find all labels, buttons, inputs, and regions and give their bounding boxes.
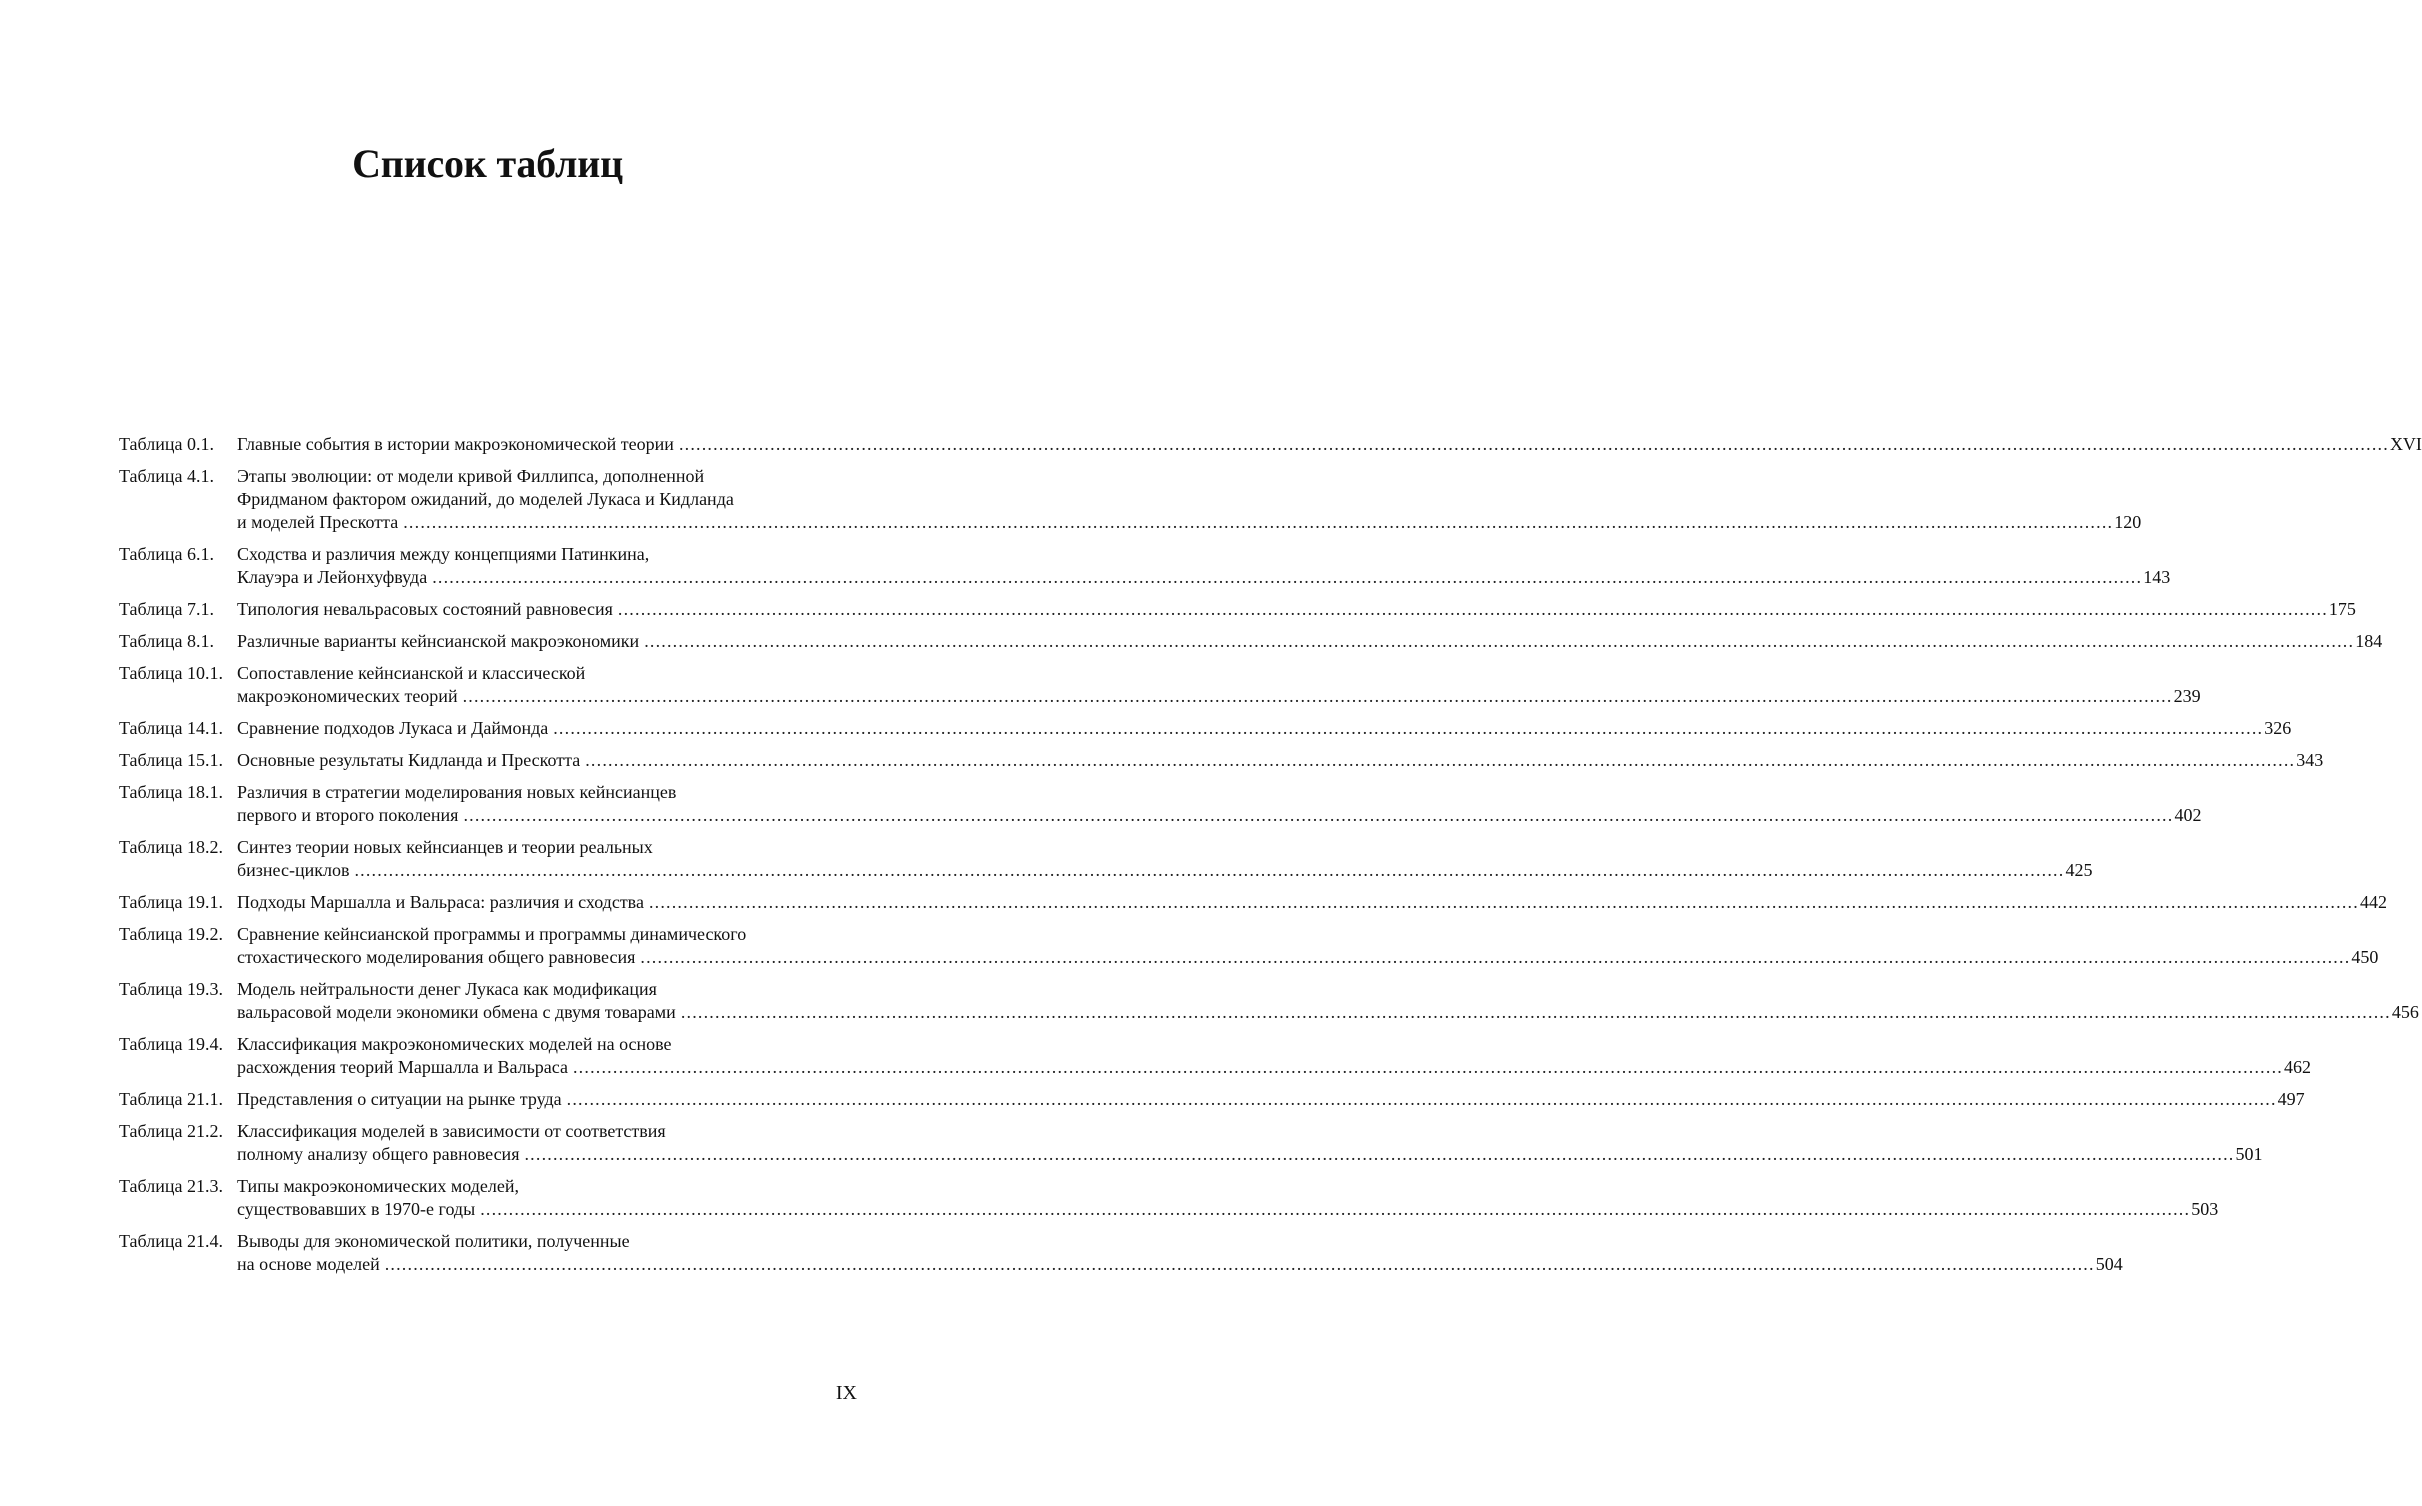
table-number: Таблица 21.3. (119, 1176, 223, 1196)
dot-leader: ............................................................................................................................................................................................................................................................................................................ (463, 805, 2174, 825)
entry-body (237, 978, 2419, 1024)
entry-body (237, 781, 2202, 827)
page-reference[interactable]: 175 (2328, 599, 2356, 619)
entry-last-line (237, 717, 2292, 740)
entry-body (237, 891, 2387, 914)
table-number: Таблица 21.4. (119, 1231, 223, 1251)
page-reference[interactable]: 504 (2095, 1254, 2123, 1274)
entry-title-line: первого и второго поколения (237, 805, 459, 825)
entry-last-line (237, 630, 2383, 653)
entry-body (237, 749, 2324, 772)
entry-body (237, 717, 2292, 740)
page-reference[interactable]: 425 (2065, 860, 2093, 880)
page-reference[interactable]: 184 (2355, 631, 2383, 651)
table-number: Таблица 21.1. (119, 1089, 223, 1109)
toc-entry[interactable] (119, 891, 2387, 914)
entry-last-line (237, 804, 2202, 827)
toc-entry[interactable] (119, 433, 2422, 456)
entry-body (237, 836, 2093, 882)
entry-title-line: вальрасовой модели экономики обмена с двумя товарами (237, 1002, 676, 1022)
table-number: Таблица 19.1. (119, 892, 223, 912)
entry-title-line: Сравнение кейнсианской программы и программы динамического (237, 924, 747, 944)
entry-last-line (237, 1088, 2305, 1111)
entry-last-line (237, 1056, 2311, 1079)
entry-title-line: существовавших в 1970-е годы (237, 1199, 476, 1219)
entry-body (237, 1230, 2123, 1276)
toc-entry[interactable] (119, 923, 2379, 969)
dot-leader: ............................................................................................................................................................................................................................................................................................................ (617, 599, 2328, 619)
dot-leader: ............................................................................................................................................................................................................................................................................................................ (432, 567, 2143, 587)
entry-last-line (237, 1143, 2263, 1166)
toc-entry[interactable] (119, 1230, 2123, 1276)
table-number: Таблица 15.1. (119, 750, 223, 770)
entry-title-line: Этапы эволюции: от модели кривой Филлипса, дополненной (237, 466, 705, 486)
entry-title-line: Классификация моделей в зависимости от соответствия (237, 1121, 666, 1141)
toc-entry[interactable] (119, 1120, 2263, 1166)
entry-title-line: Подходы Маршалла и Вальраса: различия и сходства (237, 892, 644, 912)
entry-title-line: Клауэра и Лейонхуфвуда (237, 567, 428, 587)
toc-entry[interactable] (119, 781, 2202, 827)
dot-leader: ............................................................................................................................................................................................................................................................................................................ (640, 947, 2351, 967)
toc-entry[interactable] (119, 543, 2171, 589)
table-number: Таблица 6.1. (119, 544, 214, 564)
toc-entry[interactable] (119, 1175, 2219, 1221)
dot-leader: ............................................................................................................................................................................................................................................................................................................ (480, 1199, 2191, 1219)
entry-title-line: Сходства и различия между концепциями Патинкина, (237, 544, 650, 564)
toc-entry[interactable] (119, 836, 2093, 882)
dot-leader: ............................................................................................................................................................................................................................................................................................................ (572, 1057, 2283, 1077)
entry-title-line: Модель нейтральности денег Лукаса как модификация (237, 979, 657, 999)
toc-entry[interactable] (119, 598, 2356, 621)
entry-title-line: Типология невальрасовых состояний равновесия (237, 599, 613, 619)
entry-last-line (237, 566, 2171, 589)
dot-leader: ............................................................................................................................................................................................................................................................................................................ (462, 686, 2173, 706)
entry-title-line: Выводы для экономической политики, полученные (237, 1231, 630, 1251)
entry-title-line: Сопоставление кейнсианской и классической (237, 663, 586, 683)
entry-last-line (237, 511, 2142, 534)
entry-body (237, 543, 2171, 589)
dot-leader: ............................................................................................................................................................................................................................................................................................................ (648, 892, 2359, 912)
page-reference[interactable]: 442 (2359, 892, 2387, 912)
entry-body (237, 630, 2383, 653)
page-reference[interactable]: 501 (2235, 1144, 2263, 1164)
entry-title-line: стохастического моделирования общего равновесия (237, 947, 636, 967)
table-number: Таблица 7.1. (119, 599, 214, 619)
page-reference[interactable]: 402 (2174, 805, 2202, 825)
table-number: Таблица 18.1. (119, 782, 223, 802)
entry-title-line: полному анализу общего равновесия (237, 1144, 520, 1164)
entry-body (237, 1175, 2219, 1221)
entry-body (237, 1088, 2305, 1111)
entry-title-line: Классификация макроэкономических моделей на основе (237, 1034, 672, 1054)
page-reference[interactable]: 462 (2283, 1057, 2311, 1077)
entry-last-line (237, 859, 2093, 882)
entry-title-line: Фридманом фактором ожиданий, до моделей Лукаса и Кидланда (237, 489, 734, 509)
entry-title-line: на основе моделей (237, 1254, 380, 1274)
entry-last-line (237, 891, 2387, 914)
entry-title-line: и моделей Прескотта (237, 512, 399, 532)
page-reference[interactable]: 456 (2391, 1002, 2419, 1022)
table-number: Таблица 8.1. (119, 631, 214, 651)
entry-last-line (237, 1001, 2419, 1024)
entry-title-line: расхождения теорий Маршалла и Вальраса (237, 1057, 568, 1077)
table-number: Таблица 14.1. (119, 718, 223, 738)
dot-leader: ............................................................................................................................................................................................................................................................................................................ (678, 434, 2389, 454)
page-reference[interactable]: 497 (2277, 1089, 2305, 1109)
page-reference[interactable]: 450 (2351, 947, 2379, 967)
entry-title-line: Типы макроэкономических моделей, (237, 1176, 519, 1196)
entry-body (237, 923, 2379, 969)
table-list (119, 433, 2422, 1285)
page-reference[interactable]: 503 (2191, 1199, 2219, 1219)
entry-body (237, 1033, 2311, 1079)
dot-leader: ............................................................................................................................................................................................................................................................................................................ (524, 1144, 2235, 1164)
entry-last-line (237, 1253, 2123, 1276)
toc-entry[interactable] (119, 662, 2201, 708)
toc-entry[interactable] (119, 749, 2324, 772)
dot-leader: ............................................................................................................................................................................................................................................................................................................ (403, 512, 2114, 532)
dot-leader: ............................................................................................................................................................................................................................................................................................................ (680, 1002, 2391, 1022)
toc-entry[interactable] (119, 978, 2419, 1024)
entry-body (237, 433, 2422, 456)
toc-entry[interactable] (119, 1033, 2311, 1079)
page-reference[interactable]: XVI (2389, 434, 2422, 454)
entry-title-line: Главные события в истории макроэкономической теории (237, 434, 674, 454)
page-reference[interactable]: 326 (2264, 718, 2292, 738)
entry-title-line: Основные результаты Кидланда и Прескотта (237, 750, 581, 770)
entry-title-line: Синтез теории новых кейнсианцев и теории реальных (237, 837, 653, 857)
entry-title-line: Различные варианты кейнсианской макроэкономики (237, 631, 640, 651)
toc-entry[interactable] (119, 630, 2383, 653)
table-number: Таблица 10.1. (119, 663, 223, 683)
entry-title-line: бизнес-циклов (237, 860, 350, 880)
entry-last-line (237, 433, 2422, 456)
entry-title-line: Сравнение подходов Лукаса и Даймонда (237, 718, 549, 738)
table-number: Таблица 19.2. (119, 924, 223, 944)
page-number: IX (835, 1382, 857, 1404)
toc-entry[interactable] (119, 465, 2142, 534)
page-reference[interactable]: 120 (2114, 512, 2142, 532)
entry-last-line (237, 685, 2201, 708)
dot-leader: ............................................................................................................................................................................................................................................................................................................ (553, 718, 2264, 738)
page-reference[interactable]: 343 (2296, 750, 2324, 770)
dot-leader: ............................................................................................................................................................................................................................................................................................................ (644, 631, 2355, 651)
entry-title-line: Представления о ситуации на рынке труда (237, 1089, 562, 1109)
table-number: Таблица 21.2. (119, 1121, 223, 1141)
dot-leader: ............................................................................................................................................................................................................................................................................................................ (566, 1089, 2277, 1109)
entry-body (237, 465, 2142, 534)
entry-title-line: Различия в стратегии моделирования новых кейнсианцев (237, 782, 677, 802)
table-number: Таблица 19.4. (119, 1034, 223, 1054)
table-number: Таблица 18.2. (119, 837, 223, 857)
entry-body (237, 1120, 2263, 1166)
entry-last-line (237, 749, 2324, 772)
entry-last-line (237, 946, 2379, 969)
table-number: Таблица 4.1. (119, 466, 214, 486)
entry-body (237, 662, 2201, 708)
toc-entry[interactable] (119, 1088, 2305, 1111)
table-number: Таблица 0.1. (119, 434, 214, 454)
entry-last-line (237, 1198, 2219, 1221)
entry-body (237, 598, 2356, 621)
dot-leader: ............................................................................................................................................................................................................................................................................................................ (384, 1254, 2095, 1274)
entry-title-line: макроэкономических теорий (237, 686, 458, 706)
page-reference[interactable]: 239 (2173, 686, 2201, 706)
entry-last-line (237, 598, 2356, 621)
page-reference[interactable]: 143 (2143, 567, 2171, 587)
toc-entry[interactable] (119, 717, 2292, 740)
dot-leader: ............................................................................................................................................................................................................................................................................................................ (585, 750, 2296, 770)
dot-leader: ............................................................................................................................................................................................................................................................................................................ (354, 860, 2065, 880)
page-title: Список таблиц (352, 141, 623, 186)
table-number: Таблица 19.3. (119, 979, 223, 999)
